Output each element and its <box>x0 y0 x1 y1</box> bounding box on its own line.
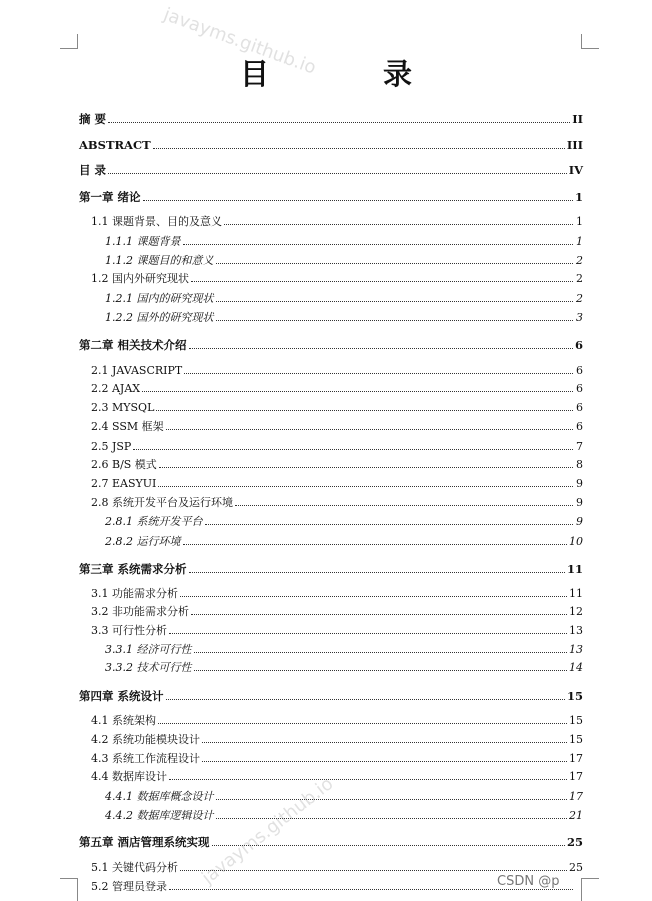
dot-leader <box>180 869 567 871</box>
toc-entry-page: 8 <box>576 458 583 471</box>
dot-leader <box>156 409 573 411</box>
toc-entry-page: 7 <box>576 440 583 453</box>
toc-entry-page: II <box>572 112 583 126</box>
toc-entry-label: 3.3.2 技术可行性 <box>105 661 192 674</box>
dot-leader <box>202 741 567 743</box>
dot-leader <box>183 243 574 245</box>
crop-mark-bottom-left <box>60 878 78 901</box>
toc-entry-page: III <box>566 138 583 152</box>
toc-entry[interactable] <box>91 401 583 415</box>
dot-leader <box>194 651 568 653</box>
toc-entry-page: 14 <box>569 661 583 674</box>
toc-entry-label: 2.8 系统开发平台及运行环境 <box>91 496 233 509</box>
dot-leader <box>216 300 574 302</box>
toc-entry-label: 3.2 非功能需求分析 <box>91 605 189 618</box>
toc-entry[interactable] <box>91 272 583 286</box>
toc-entry-label: 4.3 系统工作流程设计 <box>91 752 200 765</box>
dot-leader <box>108 172 567 174</box>
toc-entry[interactable] <box>91 496 583 510</box>
toc-entry-label: 5.2 管理员登录 <box>91 880 167 893</box>
toc-entry-page: 2 <box>576 254 583 267</box>
toc-entry[interactable] <box>91 587 583 601</box>
toc-entry[interactable] <box>79 190 583 204</box>
toc-entry-page: 10 <box>569 535 583 548</box>
toc-entry-label: 第三章 系统需求分析 <box>79 562 187 576</box>
toc-entry-label: 3.3 可行性分析 <box>91 624 167 637</box>
toc-entry-label: 4.4.1 数据库概念设计 <box>105 790 214 803</box>
toc-entry-label: 1.1.1 课题背景 <box>105 235 181 248</box>
toc-entry-label: 第四章 系统设计 <box>79 689 164 703</box>
dot-leader <box>158 722 567 724</box>
dot-leader <box>143 199 573 201</box>
toc-entry-label: 2.3 MYSQL <box>91 401 155 414</box>
toc-entry-page: 6 <box>574 338 583 352</box>
toc-entry-label: 2.8.1 系统开发平台 <box>105 515 203 528</box>
toc-entry-label: 3.1 功能需求分析 <box>91 587 178 600</box>
toc-entry-page: 25 <box>566 835 583 849</box>
toc-entry[interactable] <box>105 515 583 529</box>
toc-entry-page: 17 <box>569 790 583 803</box>
toc-entry-label: 2.6 B/S 模式 <box>91 458 157 471</box>
toc-entry-page: 13 <box>569 643 583 656</box>
dot-leader <box>166 428 573 430</box>
toc-entry[interactable] <box>105 292 583 306</box>
toc-entry[interactable] <box>91 477 583 491</box>
toc-entry-label: 2.5 JSP <box>91 440 132 453</box>
dot-leader <box>191 613 567 615</box>
toc-entry-page: 15 <box>566 689 583 703</box>
toc-entry-page: 9 <box>576 515 583 528</box>
toc-entry-page: 11 <box>566 562 583 576</box>
dot-leader <box>191 280 573 282</box>
toc-entry-page: 9 <box>576 496 583 509</box>
toc-entry-label: 第二章 相关技术介绍 <box>79 338 187 352</box>
dot-leader <box>166 698 565 700</box>
crop-mark-top-right <box>581 34 599 49</box>
toc-entry[interactable] <box>105 661 583 675</box>
crop-mark-top-left <box>60 34 78 49</box>
toc-entry-page: 15 <box>569 733 583 746</box>
toc-entry-page: IV <box>568 163 583 177</box>
dot-leader <box>158 485 573 487</box>
dot-leader <box>216 262 574 264</box>
toc-entry-page: 6 <box>576 420 583 433</box>
toc-entry-label: 2.4 SSM 框架 <box>91 420 164 433</box>
dot-leader <box>216 319 574 321</box>
dot-leader <box>142 390 573 392</box>
toc-entry-page: 21 <box>569 809 583 822</box>
toc-entry-label: 5.1 关键代码分析 <box>91 861 178 874</box>
dot-leader <box>183 543 568 545</box>
dot-leader <box>180 595 567 597</box>
toc-entry-page: 3 <box>576 311 583 324</box>
toc-entry-page: 17 <box>569 752 583 765</box>
toc-entry[interactable] <box>91 733 583 747</box>
toc-entry-label: 2.8.2 运行环境 <box>105 535 181 548</box>
toc-entry[interactable] <box>91 458 583 472</box>
toc-entry[interactable] <box>105 809 583 823</box>
toc-entry[interactable] <box>79 562 583 576</box>
dot-leader <box>202 760 567 762</box>
toc-entry-label: 摘 要 <box>79 112 107 126</box>
toc-entry[interactable] <box>105 643 583 657</box>
dot-leader <box>189 347 573 349</box>
page-title: 目 录 <box>239 57 465 91</box>
toc-entry[interactable] <box>79 689 583 703</box>
toc-entry[interactable] <box>105 311 583 325</box>
toc-entry-page: 1 <box>576 215 583 228</box>
toc-entry[interactable] <box>105 235 583 249</box>
toc-entry-label: 4.4 数据库设计 <box>91 770 167 783</box>
dot-leader <box>235 504 573 506</box>
toc-entry[interactable] <box>91 861 583 875</box>
dot-leader <box>205 523 574 525</box>
toc-entry[interactable] <box>91 770 583 784</box>
toc-entry[interactable] <box>105 254 583 268</box>
toc-entry[interactable] <box>105 535 583 549</box>
toc-entry[interactable] <box>91 624 583 638</box>
dot-leader <box>108 121 570 123</box>
toc-entry-page: 6 <box>576 401 583 414</box>
toc-entry-page: 25 <box>569 861 583 874</box>
toc-entry-label: 4.2 系统功能模块设计 <box>91 733 200 746</box>
toc-entry-page: 2 <box>576 292 583 305</box>
toc-entry-label: 2.7 EASYUI <box>91 477 157 490</box>
toc-entry-page: 1 <box>576 235 583 248</box>
dot-leader <box>169 778 567 780</box>
toc-entry[interactable] <box>91 215 583 229</box>
dot-leader <box>189 571 565 573</box>
toc-entry-label: 1.2.2 国外的研究现状 <box>105 311 214 324</box>
toc-entry[interactable] <box>79 835 583 849</box>
toc-entry-label: 目 录 <box>79 163 107 177</box>
toc-entry[interactable] <box>79 338 583 352</box>
watermark-bottom: javayms.github.io <box>198 773 338 889</box>
toc-entry[interactable] <box>91 382 583 396</box>
toc-entry-page: 11 <box>569 587 583 600</box>
toc-entry-label: 第五章 酒店管理系统实现 <box>79 835 210 849</box>
toc-entry-page: 13 <box>569 624 583 637</box>
toc-entry-label: 4.4.2 数据库逻辑设计 <box>105 809 214 822</box>
toc-entry-page: 12 <box>569 605 583 618</box>
csdn-mark: CSDN @p <box>497 874 560 889</box>
toc-entry-page: 9 <box>576 477 583 490</box>
dot-leader <box>194 669 568 671</box>
dot-leader <box>184 372 573 374</box>
toc-entry-page: 6 <box>576 364 583 377</box>
toc-entry-page: 2 <box>576 272 583 285</box>
toc-entry[interactable] <box>91 420 583 434</box>
toc-entry-label: 1.1.2 课题目的和意义 <box>105 254 214 267</box>
dot-leader <box>169 632 567 634</box>
toc-entry[interactable] <box>79 163 583 177</box>
crop-mark-bottom-right <box>581 878 599 901</box>
toc-entry-label: 第一章 绪论 <box>79 190 141 204</box>
toc-entry-label: 2.1 JAVASCRIPT <box>91 364 183 377</box>
toc-entry-page: 17 <box>569 770 583 783</box>
dot-leader <box>224 223 573 225</box>
toc-entry[interactable] <box>91 605 583 619</box>
toc-entry-label: 1.1 课题背景、目的及意义 <box>91 215 222 228</box>
toc-entry-label: 1.2.1 国内的研究现状 <box>105 292 214 305</box>
toc-entry[interactable] <box>105 790 583 804</box>
toc-entry[interactable] <box>79 112 583 126</box>
toc-entry-page: 1 <box>574 190 583 204</box>
toc-entry[interactable] <box>91 440 583 454</box>
toc-entry-page: 15 <box>569 714 583 727</box>
dot-leader <box>159 466 573 468</box>
toc-entry-label: 3.3.1 经济可行性 <box>105 643 192 656</box>
toc-entry-page: 6 <box>576 382 583 395</box>
toc-entry-label: 1.2 国内外研究现状 <box>91 272 189 285</box>
toc-entry-label: 4.1 系统架构 <box>91 714 156 727</box>
toc-entry-label: 2.2 AJAX <box>91 382 141 395</box>
toc-entry[interactable] <box>91 714 583 728</box>
toc-entry[interactable] <box>91 752 583 766</box>
toc-entry-label: ABSTRACT <box>79 138 151 152</box>
dot-leader <box>153 147 565 149</box>
watermark-top: javayms.github.io <box>160 4 319 79</box>
toc-entry[interactable] <box>79 138 583 152</box>
dot-leader <box>216 798 568 800</box>
dot-leader <box>133 448 573 450</box>
toc-entry[interactable] <box>91 364 583 378</box>
